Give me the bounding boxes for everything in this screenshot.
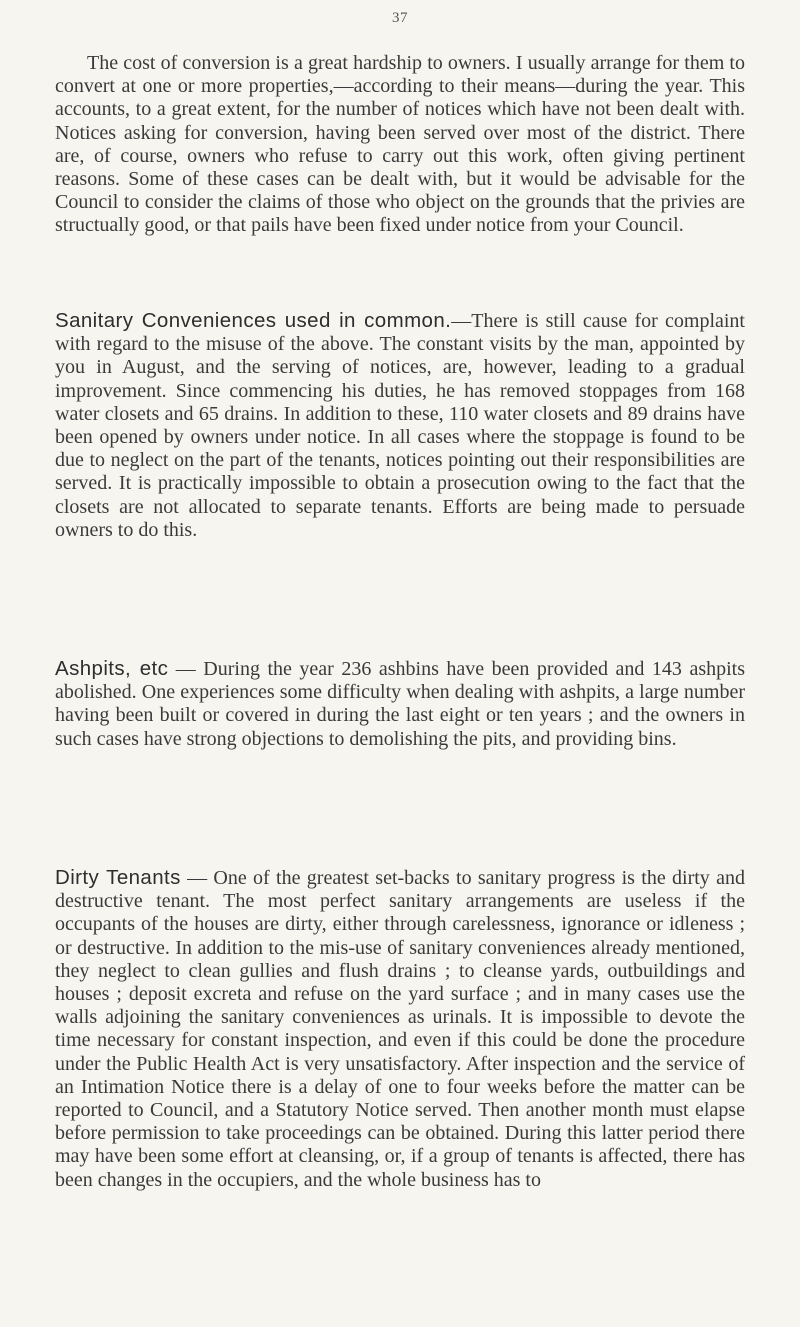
section-ashpits [55, 657, 745, 751]
section-heading: Dirty Tenants [55, 866, 181, 889]
section-sanitary-conveniences [55, 309, 745, 542]
section-body: — During the year 236 ashbins have been provided and 143 ashpits abolished. One experiences some difficulty when dealing with ashpits, a large number having been built or covered in during the last eight or ten years ; and the owners in such cases have strong objections to demolishing the pits, and providing bins. [55, 658, 745, 750]
paragraph-conversion-cost: The cost of conversion is a great hardship to owners. I usually arrange for them to convert at one or more properties,—according to their means—during the year. This accounts, to a great extent, for the number of notices which have not been dealt with. Notices asking for conversion, having been served over most of the district. There are, of course, owners who refuse to carry out this work, often giving pertinent reasons. Some of these cases can be dealt with, but it would be advisable for the Council to consider the claims of those who object on the grounds that the privies are structually good, or that pails have been fixed under notice from your Council. [55, 52, 745, 237]
section-heading: Ashpits, etc [55, 657, 169, 680]
section-body: — One of the greatest set-backs to sanitary progress is the dirty and destructive tenant. The most perfect sanitary arrangements are useless if the occupants of the houses are dirty, either through carelessness, ignorance or idleness ; or destructive. In addition to the mis-use of sanitary conveniences already mentioned, they neglect to clean gullies and flush drains ; to cleanse yards, outbuildings and houses ; deposit excreta and refuse on the yard surface ; and in many cases use the walls adjoining the sanitary conveniences as urinals. It is impossible to devote the time necessary for constant inspection, and even if this could be done the procedure under the Public Health Act is very unsatisfactory. After inspection and the service of an Intimation Notice there is a delay of one to four weeks before the matter can be reported to Council, and a Statutory Notice served. Then another month must elapse before permission to take proceedings can be obtained. During this latter period there may have been some effort at cleansing, or, if a group of tenants is affected, there has been changes in the occupiers, and the whole business has to [55, 867, 745, 1191]
section-dirty-tenants [55, 866, 745, 1192]
section-heading: Sanitary Conveniences used in common. [55, 309, 452, 332]
page-number: 37 [392, 10, 408, 26]
section-body: —There is still cause for complaint with regard to the misuse of the above. The constant visits by the man, appointed by you in August, and the serving of notices, are, however, leading to a gradual improvement. Since commencing his duties, he has removed stoppages from 168 water closets and 65 drains. In addition to these, 110 water closets and 89 drains have been opened by owners under notice. In all cases where the stoppage is found to be due to neglect on the part of the tenants, notices pointing out their responsibilities are served. It is practically impossible to obtain a prosecution owing to the fact that the closets are not allocated to separate tenants. Efforts are being made to persuade owners to do this. [55, 310, 745, 541]
